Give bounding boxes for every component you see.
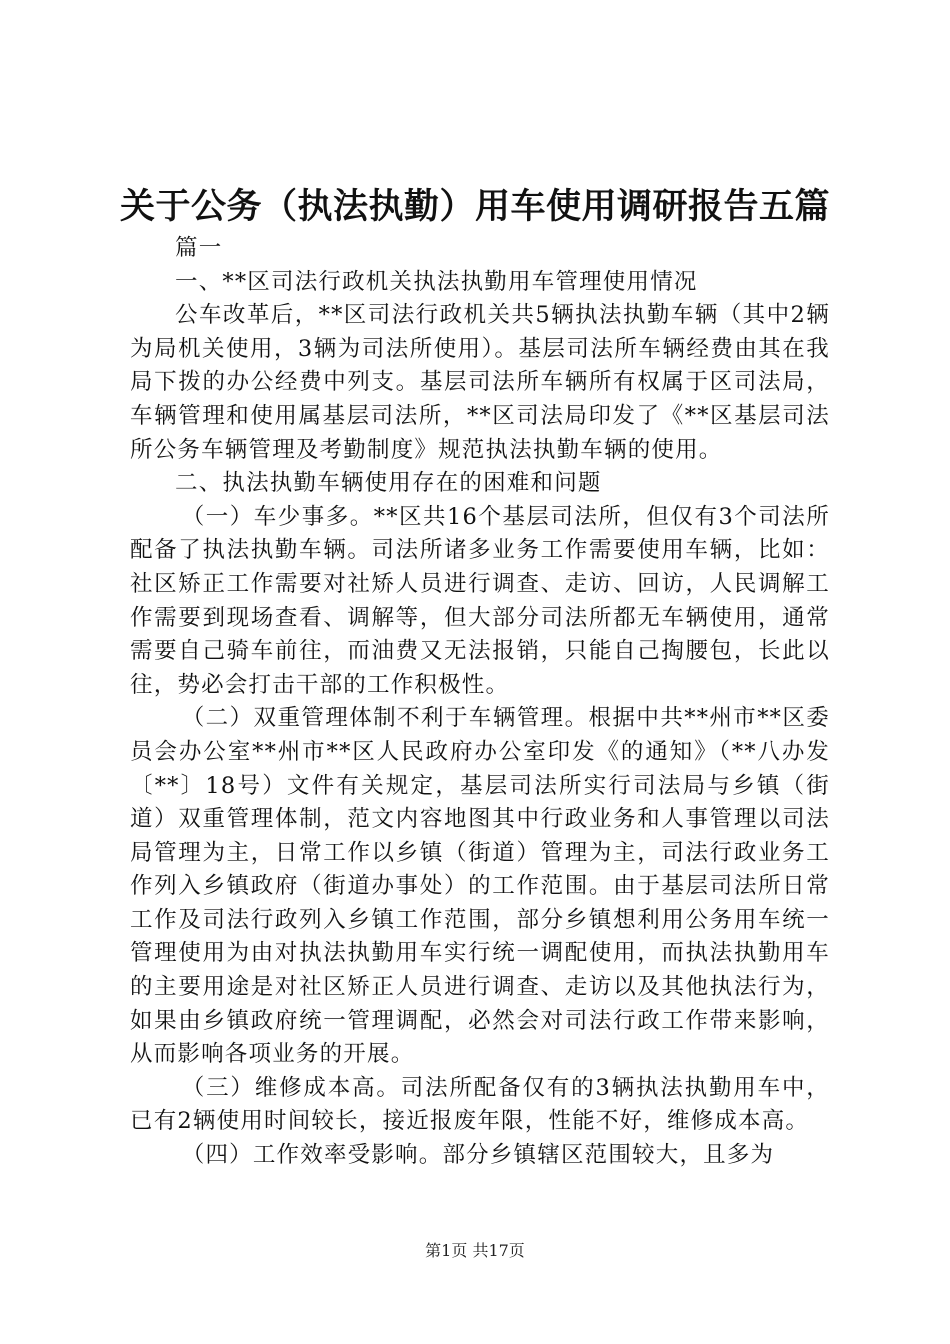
document-body <box>130 232 830 1173</box>
paragraph: （四）工作效率受影响。部分乡镇辖区范围较大，且多为 <box>181 1142 775 1169</box>
page-footer: 第1页 共17页 <box>425 1241 525 1260</box>
heading-2: 二、执法执勤车辆使用存在的困难和问题 <box>175 470 602 497</box>
paragraph: 公车改革后，**区司法行政机关共5辆执法执勤车辆（其中2辆为局机关使用，3辆为司法所使用）。基层司法所车辆经费由其在我局下拨的办公经费中列支。基层司法所车辆所有权属于区司法局，车辆管理和使用属基层司法所，**区司法局印发了《**区基层司法所公务车辆管理及考勤制度》规范执法执勤车辆的使用。 <box>130 302 830 463</box>
paragraph: （三）维修成本高。司法所配备仅有的3辆执法执勤用车中，已有2辆使用时间较长，接近报废年限，性能不好，维修成本高。 <box>130 1074 830 1135</box>
paragraph: （一）车少事多。**区共16个基层司法所，但仅有3个司法所配备了执法执勤车辆。司法所诸多业务工作需要使用车辆，比如：社区矫正工作需要对社矫人员进行调查、走访、回访，人民调解工作需要到现场查看、调解等，但大部分司法所都无车辆使用，通常需要自己骑车前往，而油费又无法报销，只能自己掏腰包，长此以往，势必会打击干部的工作积极性。 <box>130 503 830 698</box>
document-title: 关于公务（执法执勤）用车使用调研报告五篇 <box>119 187 830 227</box>
heading-1: 一、**区司法行政机关执法执勤用车管理使用情况 <box>175 268 698 295</box>
paragraph: （二）双重管理体制不利于车辆管理。根据中共**州市**区委员会办公室**州市**区人民政府办公室印发《的通知》（**八办发〔**〕18号）文件有关规定，基层司法所实行司法局与乡镇（街道）双重管理体制，范文内容地图其中行政业务和人事管理以司法局管理为主，日常工作以乡镇（街道）管理为主，司法行政业务工作列入乡镇政府（街道办事处）的工作范围。由于基层司法所日常工作及司法行政列入乡镇工作范围，部分乡镇想利用公务用车统一管理使用为由对执法执勤用车实行统一调配使用，而执法执勤用车的主要用途是对社区矫正人员进行调查、走访以及其他执法行为，如果由乡镇政府统一管理调配，必然会对司法行政工作带来影响，从而影响各项业务的开展。 <box>130 705 830 1068</box>
section-label: 篇一 <box>175 235 223 261</box>
